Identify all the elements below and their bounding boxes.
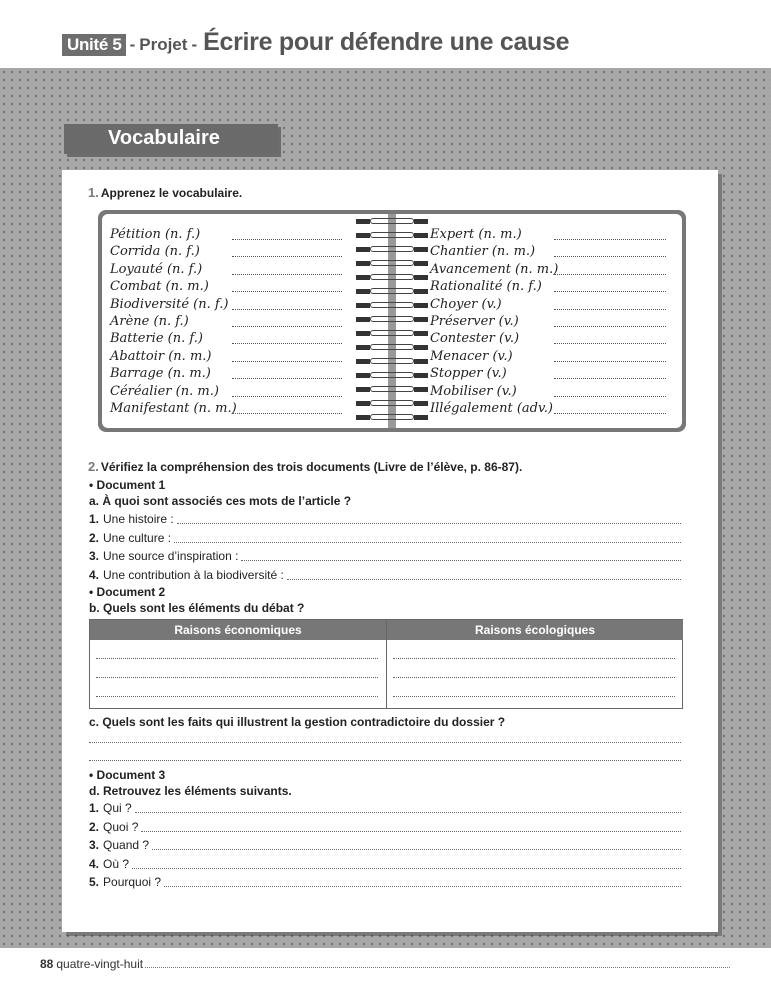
answer-label — [89, 801, 132, 815]
spiral-ring — [356, 314, 428, 324]
doc3-question: d. Retrouvez les éléments suivants. — [89, 784, 292, 798]
vocab-word-left — [110, 314, 189, 331]
doc1-label: • Document 1 — [89, 478, 166, 492]
definition-line[interactable] — [232, 396, 342, 397]
spiral-binding — [356, 216, 428, 426]
answer-label — [89, 549, 238, 563]
page-header — [62, 28, 569, 64]
definition-line[interactable] — [554, 378, 666, 379]
page-title: Écrire pour défendre une cause — [203, 28, 570, 56]
spiral-ring — [356, 244, 428, 254]
vocab-term: Barrage (n. m.) — [110, 366, 211, 382]
item-prompt: Une histoire : — [103, 512, 174, 526]
item-number: 1. — [89, 512, 100, 526]
vocab-term: Batterie (n. f.) — [110, 331, 203, 347]
exercise2-heading — [88, 459, 522, 474]
spiral-ring — [356, 230, 428, 240]
vocab-word-right — [430, 401, 553, 418]
answer-line[interactable] — [96, 658, 378, 659]
spiral-ring — [356, 356, 428, 366]
doc2-label: • Document 2 — [89, 585, 166, 599]
project-label: Projet — [139, 35, 188, 54]
vocab-word-left — [110, 349, 211, 366]
definition-line[interactable] — [232, 309, 342, 310]
vocab-word-left — [110, 297, 228, 314]
answer-row — [89, 875, 681, 889]
answer-row — [89, 512, 681, 526]
vocab-term: Manifestant (n. m.) — [110, 401, 237, 416]
vocab-word-left — [110, 331, 203, 348]
answer-line[interactable] — [177, 523, 681, 524]
answer-line[interactable] — [135, 812, 681, 813]
vocab-word-right — [430, 244, 535, 261]
answer-row — [89, 857, 681, 871]
vocab-word-left — [110, 262, 202, 279]
vocab-term: Menacer (v.) — [430, 348, 513, 364]
answer-row — [89, 568, 681, 582]
vocab-word-right — [430, 384, 517, 401]
definition-line[interactable] — [232, 256, 342, 257]
page-number-words: quatre-vingt-huit — [56, 957, 144, 971]
item-number: 5. — [89, 875, 100, 889]
definition-line[interactable] — [554, 256, 666, 257]
vocab-term: Contester (v.) — [430, 331, 520, 347]
vocab-word-left — [110, 366, 211, 383]
header-separator-2: - — [191, 35, 198, 54]
definition-line[interactable] — [554, 274, 666, 275]
vocab-term: Illégalement (adv.) — [430, 401, 553, 416]
answer-label — [89, 857, 129, 871]
item-prompt: Une culture : — [103, 530, 172, 545]
answer-line[interactable] — [393, 658, 675, 659]
vocab-word-right — [430, 279, 542, 296]
item-number: 3. — [89, 838, 100, 852]
answer-line[interactable] — [241, 560, 681, 561]
definition-line[interactable] — [554, 309, 666, 310]
item-prompt: Pourquoi ? — [103, 875, 162, 889]
answer-row — [89, 801, 681, 815]
vocab-word-right — [430, 297, 502, 314]
spiral-ring — [356, 300, 428, 310]
exercise1-number: 1. — [88, 185, 99, 200]
doc3-label: • Document 3 — [89, 768, 166, 782]
definition-line[interactable] — [554, 239, 666, 240]
item-prompt: Quoi ? — [103, 819, 139, 834]
answer-row — [89, 531, 681, 545]
item-number: 2. — [89, 530, 100, 545]
exercise1-heading — [88, 185, 242, 200]
vocab-word-left — [110, 384, 219, 401]
spiral-ring — [356, 258, 428, 268]
vocab-word-left — [110, 401, 237, 418]
answer-line[interactable] — [287, 579, 681, 580]
vocabulary-notebook — [98, 210, 686, 432]
vocab-word-left — [110, 279, 209, 296]
answer-line[interactable] — [96, 696, 378, 697]
answer-label — [89, 568, 284, 582]
footer-rule — [145, 967, 730, 968]
exercise2-number: 2. — [88, 459, 99, 474]
definition-line[interactable] — [232, 361, 342, 362]
spiral-ring — [356, 412, 428, 422]
vocab-term: Loyauté (n. f.) — [110, 261, 203, 277]
spiral-ring — [356, 328, 428, 338]
item-number: 3. — [89, 549, 100, 563]
definition-line[interactable] — [232, 343, 342, 344]
exercise1-instruction: Apprenez le vocabulaire. — [100, 186, 243, 200]
vocab-term: Expert (n. m.) — [430, 227, 522, 242]
vocab-term: Biodiversité (n. f.) — [110, 296, 229, 312]
vocab-term: Mobiliser (v.) — [430, 383, 517, 399]
vocab-word-right — [430, 262, 558, 279]
item-number: 4. — [89, 567, 100, 582]
answer-line[interactable] — [89, 742, 681, 743]
vocab-term: Stopper (v.) — [430, 366, 507, 382]
vocab-word-right — [430, 366, 507, 383]
answer-line[interactable] — [164, 886, 681, 887]
answer-row — [89, 820, 681, 834]
item-number: 2. — [89, 819, 100, 834]
definition-line[interactable] — [232, 378, 342, 379]
definition-line[interactable] — [232, 326, 342, 327]
item-number: 4. — [89, 856, 100, 871]
item-prompt: Quand ? — [103, 838, 150, 852]
answer-label — [89, 820, 138, 834]
vocab-term: Céréalier (n. m.) — [110, 383, 219, 399]
definition-line[interactable] — [554, 291, 666, 292]
exercise2-instruction: Vérifiez la compréhension des trois documents (Livre de l’élève, p. 86-87). — [100, 460, 523, 474]
answer-label — [89, 838, 149, 852]
definition-line[interactable] — [554, 396, 666, 397]
doc2-question-c: c. Quels sont les faits qui illustrent la gestion contradictoire du dossier ? — [89, 715, 506, 729]
col-header-economic: Raisons économiques — [90, 620, 386, 640]
vocab-term: Pétition (n. f.) — [110, 227, 201, 242]
vocab-word-right — [430, 314, 519, 331]
vocab-term: Préserver (v.) — [430, 314, 519, 329]
section-title: Vocabulaire — [64, 124, 278, 154]
answer-label — [89, 512, 174, 526]
vocab-word-right — [430, 349, 513, 366]
answer-row — [89, 838, 681, 852]
answer-row — [89, 549, 681, 563]
vocab-word-right — [430, 331, 519, 348]
header-separator: - — [129, 35, 136, 54]
answer-line[interactable] — [152, 849, 681, 850]
vocab-term: Choyer (v.) — [430, 296, 502, 312]
spiral-ring — [356, 342, 428, 352]
spiral-ring — [356, 370, 428, 380]
item-prompt: Une source d’inspiration : — [103, 549, 239, 563]
definition-line[interactable] — [554, 361, 666, 362]
definition-line[interactable] — [232, 413, 342, 414]
definition-line[interactable] — [232, 274, 342, 275]
vocab-term: Corrida (n. f.) — [110, 244, 200, 260]
col-header-ecological: Raisons écologiques — [387, 620, 683, 640]
spiral-ring — [356, 384, 428, 394]
vocab-term: Avancement (n. m.) — [430, 261, 559, 277]
doc1-question: a. À quoi sont associés ces mots de l’article ? — [89, 494, 352, 508]
page-number: 88 — [40, 957, 54, 971]
item-prompt: Une contribution à la biodiversité : — [103, 567, 284, 582]
spiral-ring — [356, 398, 428, 408]
vocab-term: Combat (n. m.) — [110, 279, 209, 295]
vocab-term: Chantier (n. m.) — [430, 244, 536, 260]
item-number: 1. — [89, 801, 100, 815]
doc2-question-b: b. Quels sont les éléments du débat ? — [89, 601, 305, 615]
answer-line[interactable] — [96, 677, 378, 678]
definition-line[interactable] — [554, 413, 666, 414]
definition-line[interactable] — [232, 239, 342, 240]
vocab-word-left — [110, 244, 200, 261]
answer-label — [89, 531, 171, 545]
page-footer — [40, 957, 730, 971]
debate-table — [89, 619, 683, 709]
definition-line[interactable] — [232, 291, 342, 292]
spiral-ring — [356, 272, 428, 282]
spiral-ring — [356, 286, 428, 296]
vocab-term: Rationalité (n. f.) — [430, 279, 542, 295]
table-divider — [386, 620, 387, 708]
item-prompt: Où ? — [103, 856, 130, 871]
footer-strip — [0, 948, 771, 1000]
answer-line[interactable] — [174, 542, 681, 543]
item-prompt: Qui ? — [103, 801, 132, 815]
definition-line[interactable] — [554, 326, 666, 327]
worksheet-card — [62, 170, 718, 932]
spiral-ring — [356, 216, 428, 226]
answer-line[interactable] — [89, 760, 681, 761]
vocab-word-right — [430, 227, 522, 244]
vocab-term: Arène (n. f.) — [110, 314, 189, 329]
answer-line[interactable] — [393, 677, 675, 678]
answer-line[interactable] — [132, 868, 681, 869]
answer-line[interactable] — [393, 696, 675, 697]
vocab-term: Abattoir (n. m.) — [110, 348, 212, 364]
unit-badge: Unité 5 — [62, 34, 126, 56]
definition-line[interactable] — [554, 343, 666, 344]
answer-line[interactable] — [141, 831, 681, 832]
vocab-word-left — [110, 227, 200, 244]
answer-label — [89, 875, 161, 889]
